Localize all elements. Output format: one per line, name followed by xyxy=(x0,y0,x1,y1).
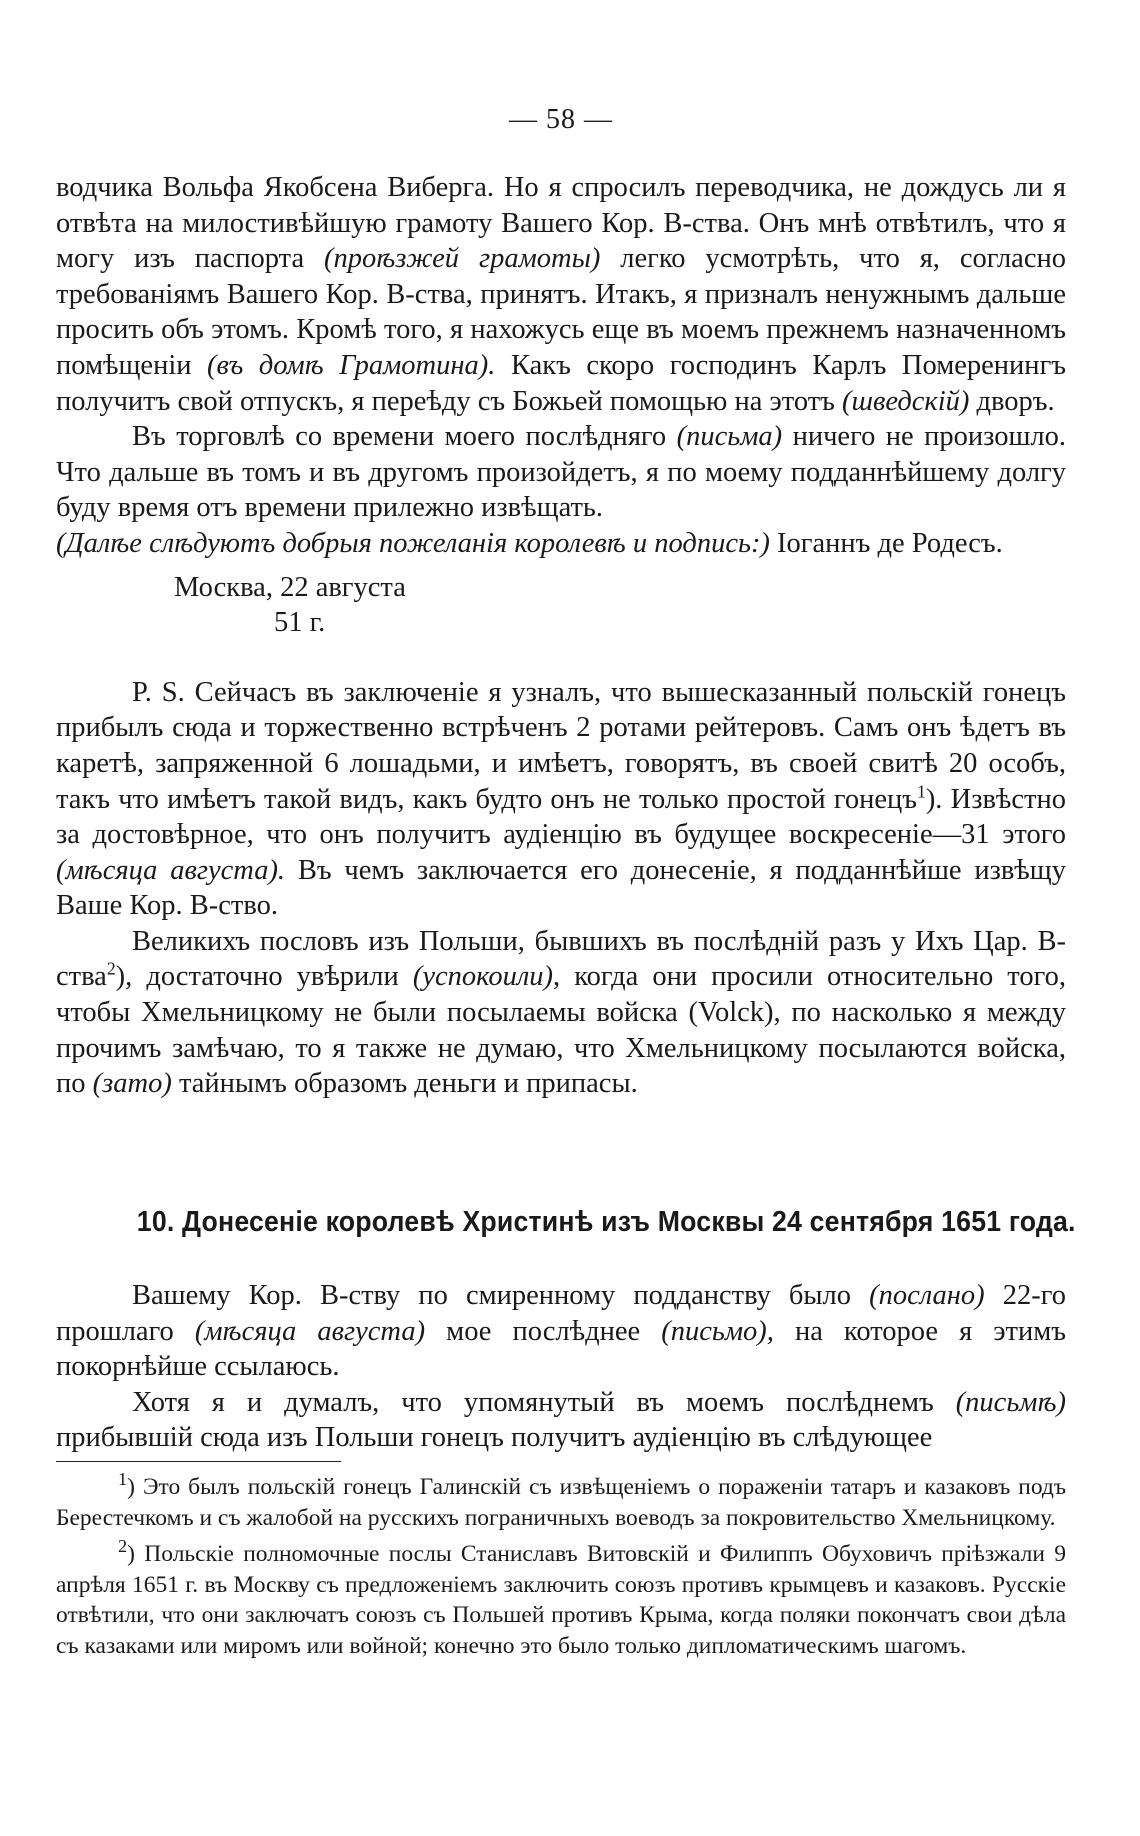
letter-paragraph-1: водчика Вольфа Якобсена Виберга. Но я спросилъ переводчика, не дождусь ли я отвѣта на милостивѣйшую грамоту Вашего Кор. В-ства. Онъ мнѣ отвѣтилъ, что я могу изъ паспорта (проѣзжей грамоты) легко усмотрѣть, что я, согласно требованіямъ Вашего Кор. В-ства, принятъ. Итакъ, я призналъ ненужнымъ дальше просить объ этомъ. Кромѣ того, я нахожусь еще въ моемъ прежнемъ назначенномъ помѣщеніи (въ домѣ Грамотина). Какъ скоро господинъ Карлъ Померенингъ получитъ свой отпускъ, я переѣду съ Божьей помощью на этотъ (шведскій) дворъ. xyxy=(56,172,1066,417)
section-paragraph-1: Вашему Кор. В-ству по смиренному подданству было (послано) 22-го прошлаго (мѣсяца августа) мое послѣднее (письмо), на которое я этимъ покорнѣйше ссылаюсь. xyxy=(56,1280,1066,1383)
footnote-text-2: ) Польскіе полномочные послы Станиславъ Витовскій и Филиппъ Обуховичъ пріѣзжали 9 апрѣля 1651 г. въ Москву съ предложеніемъ заключить союзъ противъ крымцевъ и казаковъ. Русскіе отвѣтили, что они заключатъ союзъ съ Польшей противъ Крыма, когда поляки покончатъ свои дѣла съ казаками или миромъ или войной; конечно это было только дипломатическимъ шагомъ. xyxy=(56,1541,1066,1659)
footnote-1 xyxy=(56,1469,1066,1533)
letter-closing: (Далѣе слѣдуютъ добрыя пожеланія королевѣ и подпись:) Іоганнъ де Родесъ. xyxy=(56,527,1003,559)
letter-place-date: Москва, 22 августа xyxy=(174,571,406,603)
letter-year: 51 г. xyxy=(274,607,326,639)
section-paragraph-2: Хотя я и думалъ, что упомянутый въ моемъ послѣднемъ (письмѣ) прибывшій сюда изъ Польши гонецъ получитъ аудіенцію въ слѣдующее xyxy=(56,1386,1066,1454)
postscript: P. S. Сейчасъ въ заключеніе я узналъ, что вышесказанный польскій гонецъ прибылъ сюда и торжественно встрѣченъ 2 ротами рейтеровъ. Самъ онъ ѣдетъ въ каретѣ, запряженной 6 лошадьми, и имѣетъ, говорятъ, въ своей свитѣ 20 особъ, такъ что имѣетъ такой видъ, какъ будто онъ не только простой гонецъ$^1$). Извѣстно за достовѣрное, что онъ получитъ аудіенцію въ будущее воскресеніе—31 этого (мѣсяца августа). Въ чемъ заключается его донесеніе, я подданнѣйше извѣщу Ваше Кор. В-ство. xyxy=(56,676,1066,922)
footnote-ref-1: 1 xyxy=(916,781,926,801)
footnote-text-1: ) Это былъ польскій гонецъ Галинскій съ извѣщеніемъ о пораженіи татаръ и казаковъ подъ Берестечкомъ и съ жалобой на русскихъ пограничныхъ воеводъ за покровительство Хмельницкому. xyxy=(56,1474,1066,1531)
section-body xyxy=(56,1278,1066,1456)
footnote-2 xyxy=(56,1536,1066,1661)
page-number: — 58 — xyxy=(509,104,613,135)
letter-paragraph-2: Въ торговлѣ со времени моего послѣдняго (письма) ничего не произошло. Что дальше въ томъ и въ другомъ произойдетъ, я по моему подданнѣйшему долгу буду время отъ времени прилежно извѣщать. xyxy=(56,421,1066,524)
section-heading: 10. Донесеніе королевѣ Христинѣ изъ Москвы 24 сентября 1651 года. xyxy=(136,1206,1076,1238)
footnote-divider xyxy=(56,1461,341,1462)
footnotes xyxy=(56,1469,1066,1662)
letter-paragraph-3: Великихъ пословъ изъ Польши, бывшихъ въ послѣдній разъ у Ихъ Цар. В-ства$^2$), достаточно увѣрили (успокоили), когда они просили относительно того, чтобы Хмельницкому не были посылаемы войска (Volck), по насколько я между прочимъ замѣчаю, то я также не думаю, что Хмельницкому посылаются войска, по (зато) тайнымъ образомъ деньги и припасы. xyxy=(56,925,1066,1100)
footnote-ref-2: 2 xyxy=(106,958,116,979)
document-page xyxy=(56,0,1076,1836)
footnote-mark-1: 1 xyxy=(118,1469,128,1490)
letter-body xyxy=(56,170,1066,1102)
footnote-mark-2: 2 xyxy=(118,1536,128,1557)
